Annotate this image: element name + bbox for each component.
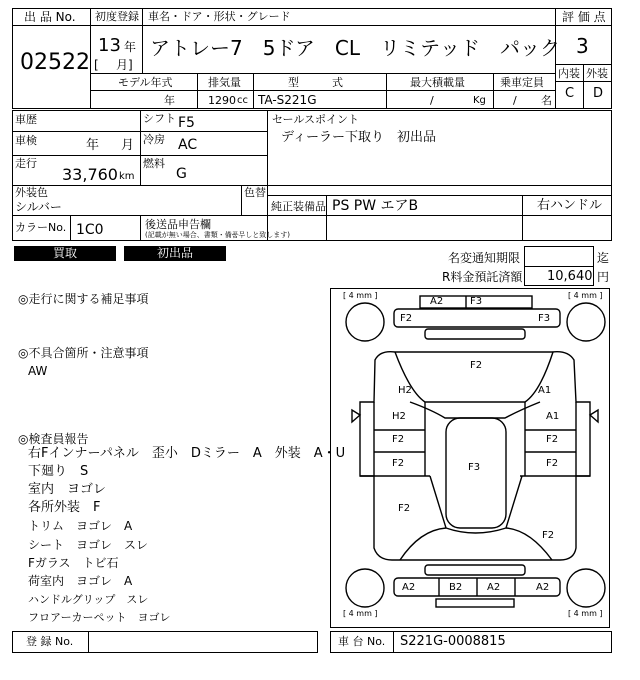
inspection-year-unit: 年 — [86, 138, 100, 153]
mark-door-left-f2-1: F2 — [392, 434, 405, 445]
type-label: 型 式 — [288, 76, 343, 89]
capacity-sep: / — [513, 94, 517, 107]
name-label: 車名・ドア・形状・グレード — [148, 10, 291, 23]
mark-door-right-f2-2: F2 — [546, 458, 559, 469]
shift-label: シフト — [143, 112, 176, 125]
mark-rear-bumper-b2: B2 — [449, 582, 463, 593]
ac-value: AC — [178, 137, 198, 153]
model-year-unit: 年 — [164, 94, 175, 107]
capacity-unit: 名 — [541, 94, 552, 107]
color-value: シルバー — [15, 200, 62, 214]
recycle-label: R料金預託済額 — [442, 270, 523, 284]
name-change-unit: 迄 — [597, 251, 610, 265]
handle-value: 右ハンドル — [537, 198, 603, 213]
inspector-line: 各所外装 F — [28, 500, 101, 515]
inspector-line: Fガラス トビ石 — [28, 556, 119, 570]
inspector-title: ◎検査員報告 — [18, 432, 89, 446]
history-label: 車歴 — [15, 113, 37, 126]
inspection-month-unit: 月 — [121, 138, 135, 153]
mark-rear-bumper-a2-left: A2 — [402, 582, 416, 593]
mileage-unit: km — [119, 171, 135, 182]
tire-bl: [ 4 mm ] — [343, 609, 378, 618]
mark-front-f3-right: F3 — [538, 313, 551, 324]
name-change-label: 名変通知期限 — [448, 251, 521, 265]
model-year-label: モデル年式 — [118, 76, 173, 89]
mark-front-f2-left: F2 — [400, 313, 413, 324]
mark-roof: F3 — [468, 462, 481, 473]
mark-door-right-a1: A1 — [546, 411, 560, 422]
inspector-line: トリム ヨゴレ A — [28, 519, 133, 533]
name-change-box — [524, 246, 594, 267]
inspector-line: 下廻り S — [28, 464, 89, 479]
max-load-sep: / — [430, 94, 434, 107]
inspector-line: 右Fインナーパネル 歪小 Dミラー A 外装 A・U — [28, 446, 346, 461]
exterior-grade: D — [593, 86, 604, 101]
repaint-label: 色替 — [244, 186, 266, 199]
equipment-value: PS PW エアB — [332, 198, 419, 214]
color-label: 外装色 — [15, 186, 48, 199]
overall-grade: 3 — [576, 34, 589, 58]
ac-label: 冷房 — [143, 133, 165, 146]
max-load-label: 最大積載量 — [410, 76, 465, 89]
car-name: アトレー7 5ドア CL リミテッド パック — [150, 36, 560, 60]
displacement-unit: cc — [237, 95, 248, 106]
recycle-amount: 10,640 — [547, 269, 593, 284]
month-bracket: [ — [94, 58, 99, 72]
docs-note: (記載が無い場合、書類・備품무しと致します) — [145, 231, 290, 239]
sales-point-label: セールスポイント — [272, 113, 360, 126]
inspector-line: シート ヨゴレ スレ — [28, 538, 149, 552]
displacement-label: 排気量 — [208, 76, 241, 89]
type-code: TA-S221G — [258, 93, 317, 107]
mark-fender-right: A1 — [538, 385, 552, 396]
color-no-label: カラーNo. — [15, 221, 67, 234]
color-no-value: 1C0 — [76, 222, 104, 238]
inspector-line: ハンドルグリップ スレ — [28, 593, 149, 606]
mark-door-left-f2-2: F2 — [392, 458, 405, 469]
fuel-label: 燃料 — [143, 157, 165, 170]
capacity-label: 乗車定員 — [500, 76, 544, 89]
interior-grade: C — [565, 86, 575, 101]
shift-value: F5 — [178, 115, 195, 131]
mark-front-bumper-a2: A2 — [430, 296, 444, 307]
exterior-label: 外装 — [586, 67, 608, 80]
mark-rear-left: F2 — [398, 503, 411, 514]
mark-rear-bumper-a2-right: A2 — [536, 582, 550, 593]
driving-notes-title: ◎走行に関する補足事項 — [18, 292, 149, 306]
mark-door-left-h2: H2 — [392, 411, 406, 422]
chassis-number: S221G-0008815 — [400, 634, 506, 649]
defects-text: AW — [28, 364, 48, 378]
max-load-unit: Kg — [473, 95, 486, 106]
inspector-line: フロアーカーペット ヨゴレ — [28, 611, 171, 624]
buy-badge: 買取 — [14, 246, 116, 261]
mark-door-right-f2-1: F2 — [546, 434, 559, 445]
first-listing-badge: 初出品 — [124, 246, 226, 261]
chassis-label: 車 台 No. — [338, 635, 386, 648]
sales-point-text: ディーラー下取り 初出品 — [281, 130, 436, 145]
mileage-value: 33,760 — [62, 165, 118, 184]
lot-label: 出 品 No. — [24, 10, 76, 24]
docs-label: 後送品申告欄 — [145, 218, 211, 231]
defects-title: ◎不具合箇所・注意事項 — [18, 346, 149, 360]
equipment-label: 純正装備品 — [271, 200, 326, 213]
first-reg-label: 初度登録 — [95, 10, 139, 23]
grade-label: 評 価 点 — [562, 10, 606, 24]
fuel-value: G — [176, 166, 187, 182]
reg-no-label: 登 録 No. — [26, 635, 74, 648]
mark-rear-right: F2 — [542, 530, 555, 541]
interior-label: 内装 — [558, 67, 580, 80]
year-unit: 年 — [124, 40, 137, 54]
displacement-value: 1290 — [208, 94, 236, 107]
first-reg-year: 13 — [98, 35, 121, 56]
lot-number: 02522 — [20, 50, 90, 75]
inspection-label: 車検 — [15, 134, 37, 147]
mark-rear-bumper-a2-mid: A2 — [487, 582, 501, 593]
inspector-line: 荷室内 ヨゴレ A — [28, 574, 133, 588]
mark-hood: F2 — [470, 360, 483, 371]
recycle-unit: 円 — [597, 270, 610, 284]
mark-fender-left: H2 — [398, 385, 412, 396]
tire-br: [ 4 mm ] — [568, 609, 603, 618]
inspector-line: 室内 ヨゴレ — [28, 482, 107, 497]
inspection-diagram — [330, 288, 610, 628]
mileage-label: 走行 — [15, 157, 37, 170]
tire-tl: [ 4 mm ] — [343, 291, 378, 300]
mark-front-bumper-f3: F3 — [470, 296, 483, 307]
month-unit: 月] — [116, 58, 133, 72]
tire-tr: [ 4 mm ] — [568, 291, 603, 300]
